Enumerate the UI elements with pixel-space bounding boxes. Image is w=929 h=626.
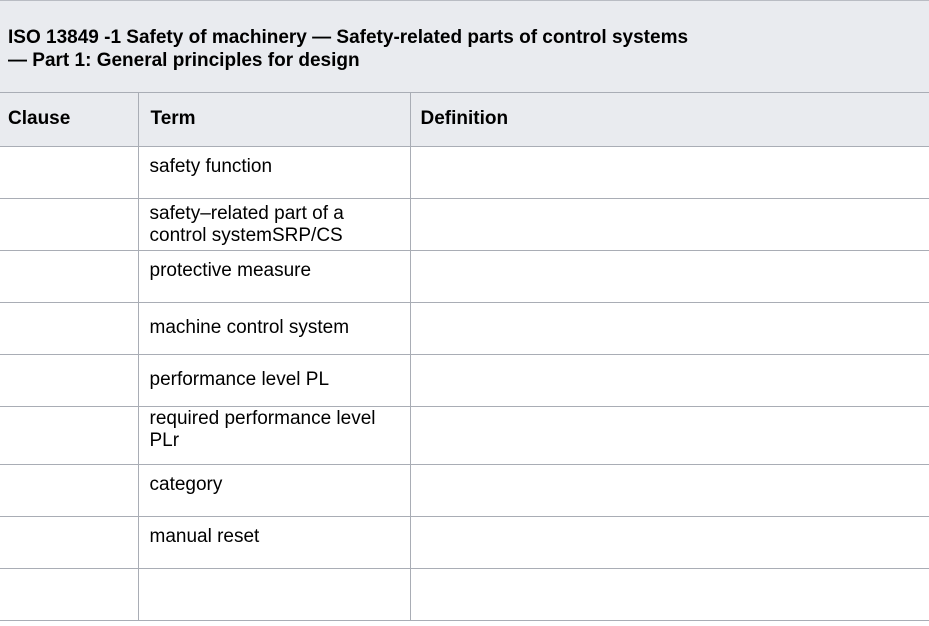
clause-cell[interactable]	[0, 354, 138, 406]
term-cell[interactable]	[138, 516, 410, 568]
table-header-row	[0, 93, 929, 146]
term-cell[interactable]	[138, 302, 410, 354]
clause-cell[interactable]	[0, 568, 138, 620]
term-cell[interactable]	[138, 146, 410, 198]
table-row	[0, 568, 929, 620]
clause-cell[interactable]	[0, 250, 138, 302]
table-row	[0, 406, 929, 464]
column-header-definition: Definition	[410, 93, 929, 146]
clause-cell[interactable]	[0, 146, 138, 198]
term-text	[139, 569, 410, 578]
term-cell[interactable]	[138, 198, 410, 250]
table-row	[0, 250, 929, 302]
document-title-line-2: — Part 1: General principles for design	[8, 50, 360, 71]
document-title	[0, 0, 929, 93]
table-row	[0, 302, 929, 354]
definition-cell[interactable]	[410, 406, 929, 464]
term-cell[interactable]	[138, 406, 410, 464]
term-text: category	[149, 473, 223, 495]
terms-table	[0, 93, 929, 621]
column-header-term: Term	[138, 93, 410, 146]
column-header-clause: Clause	[0, 93, 138, 146]
clause-cell[interactable]	[0, 198, 138, 250]
term-text: manual reset	[149, 525, 260, 547]
term-cell[interactable]	[138, 250, 410, 302]
clause-cell[interactable]	[0, 516, 138, 568]
clause-cell[interactable]	[0, 302, 138, 354]
term-text: machine control system	[149, 316, 350, 338]
table-row	[0, 146, 929, 198]
table-row	[0, 516, 929, 568]
term-text: required performance level PLr	[149, 407, 376, 451]
clause-cell[interactable]	[0, 406, 138, 464]
definition-cell[interactable]	[410, 198, 929, 250]
term-text: protective measure	[149, 259, 312, 281]
definition-cell[interactable]	[410, 464, 929, 516]
definition-cell[interactable]	[410, 146, 929, 198]
definition-cell[interactable]	[410, 354, 929, 406]
term-text: safety–related part of a control systemSRP/CS	[149, 202, 344, 246]
table-row	[0, 354, 929, 406]
clause-cell[interactable]	[0, 464, 138, 516]
definition-cell[interactable]	[410, 516, 929, 568]
term-cell[interactable]	[138, 464, 410, 516]
table-row	[0, 464, 929, 516]
table-row	[0, 198, 929, 250]
term-text: performance level PL	[149, 368, 330, 390]
definition-cell[interactable]	[410, 250, 929, 302]
definition-cell[interactable]	[410, 568, 929, 620]
document-title-line-1: ISO 13849 -1 Safety of machinery — Safety-related parts of control systems	[8, 27, 689, 48]
definition-cell[interactable]	[410, 302, 929, 354]
term-text: safety function	[149, 155, 273, 177]
term-cell[interactable]	[138, 568, 410, 620]
term-cell[interactable]	[138, 354, 410, 406]
